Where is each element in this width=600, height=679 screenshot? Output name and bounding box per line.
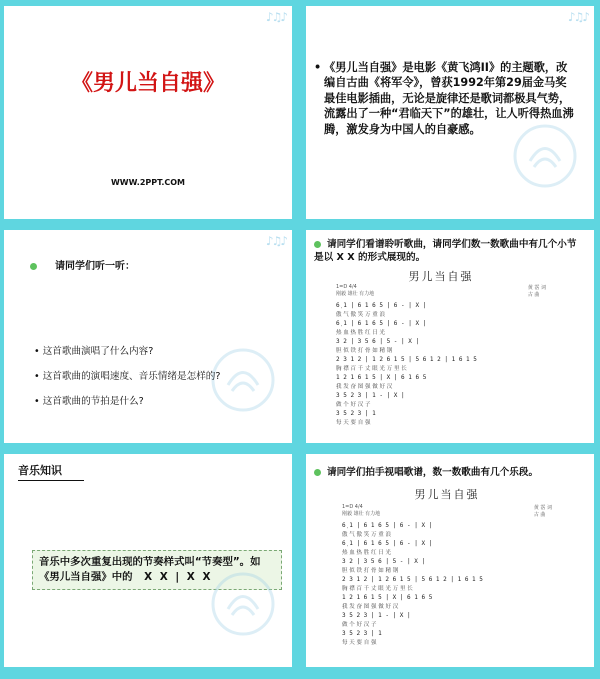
- score-notes: 6̣ 1 | 6 1 6 5 | 6 - | X |: [336, 302, 427, 309]
- score-notes: 3 2 | 3 5 6 | 5 - | X |: [342, 558, 426, 565]
- score-title: 男儿当自强: [408, 270, 474, 283]
- question-1: • 这首歌曲演唱了什么内容?: [34, 346, 154, 357]
- site-url: WWW.2PPT.COM: [110, 178, 186, 187]
- score-lyrics: 每 天 要 自 强: [342, 640, 377, 646]
- score-notes: 3 5 2 3 | 1: [336, 410, 376, 417]
- score-notes: 6̣ 1 | 6 1 6 5 | 6 - | X |: [342, 540, 433, 547]
- score-lyrics: 胆 似 铁 打 骨 如 精 钢: [342, 568, 399, 574]
- score-lyrics: 做 个 好 汉 子: [336, 402, 371, 408]
- instruction: [314, 238, 586, 264]
- score-lyrics: 我 发 奋 图 强 做 好 汉: [336, 384, 393, 390]
- music-notes-icon: ♪♫♪: [265, 234, 286, 248]
- rhythm-pattern: X X | X X: [144, 571, 213, 583]
- rhythm-definition-text: 音乐中多次重复出现的节奏样式叫“节奏型”。如《男儿当自强》中的: [39, 556, 261, 583]
- music-notes-icon: ♪♫♪: [567, 10, 588, 24]
- score-lyrics: 每 天 要 自 强: [336, 420, 371, 426]
- listen-prompt: [30, 257, 135, 272]
- score-lyrics: 做 个 好 汉 子: [342, 622, 377, 628]
- instruction: [314, 464, 586, 478]
- question-3: • 这首歌曲的节拍是什么?: [34, 396, 144, 407]
- score-notes: 1 2 1 6 1 5 | X | 6 1 6 5: [336, 374, 427, 381]
- section-heading: 音乐知识: [18, 462, 84, 481]
- score-lyrics: 胸 襟 百 千 丈 眼 光 万 里 长: [342, 586, 413, 592]
- green-bullet-icon: [30, 263, 37, 270]
- score-lyrics: 我 发 奋 图 强 做 好 汉: [342, 604, 399, 610]
- score-notes: 3 5 2 3 | 1: [342, 630, 382, 637]
- score-lyrics: 热 血 热 胜 红 日 光: [342, 550, 391, 556]
- score-lyrics: 傲 气 傲 笑 万 重 浪: [336, 312, 385, 318]
- score-credit: 黄 霑 词 古 曲: [527, 285, 546, 298]
- slide-3: [4, 230, 292, 443]
- score-notes: 2 3 1 2 | 1 2 6 1 5 | 5 6 1 2 | 1 6 1 5: [336, 356, 477, 363]
- slide-6: [306, 454, 594, 667]
- instruction-text: 请同学们拍手视唱歌谱，数一数歌曲有几个乐段。: [327, 467, 539, 478]
- score-notes: 1 2 1 6 1 5 | X | 6 1 6 5: [342, 594, 433, 601]
- score-notes: 6̣ 1 | 6 1 6 5 | 6 - | X |: [342, 522, 433, 529]
- music-score: [336, 268, 546, 438]
- score-notes: 3 5 2 3 | 1 - | X |: [342, 612, 411, 619]
- score-notes: 3 5 2 3 | 1 - | X |: [336, 392, 405, 399]
- score-lyrics: 胸 襟 百 千 丈 眼 光 万 里 长: [336, 366, 407, 372]
- score-tempo: 刚毅 雄壮 有力地: [336, 291, 375, 297]
- logo-watermark-icon: [208, 569, 278, 639]
- slide-title: 《男儿当自强》: [70, 71, 225, 96]
- score-notes: 6̣ 1 | 6 1 6 5 | 6 - | X |: [336, 320, 427, 327]
- score-key: 1=D 4/4: [336, 284, 357, 290]
- score-lyrics: 傲 气 傲 笑 万 重 浪: [342, 532, 391, 538]
- song-description-text: 《男儿当自强》是电影《黄飞鸿II》的主题歌，改编自古曲《将军令》，曾获1992年第29届金马奖最佳电影插曲，无论是旋律还是歌词都极具气势，流露出了一种“君临天下”的雄壮，让人听得热血沸腾，激发身为中国人的自豪感。: [324, 61, 574, 136]
- bullet-icon: •: [314, 61, 322, 74]
- slide-5: [4, 454, 292, 667]
- score-notes: 2 3 1 2 | 1 2 6 1 5 | 5 6 1 2 | 1 6 1 5: [342, 576, 483, 583]
- score-tempo: 刚毅 雄壮 有力地: [342, 511, 381, 517]
- slide-4: [306, 230, 594, 443]
- question-text: 这首歌曲的节拍是什么?: [42, 396, 144, 407]
- question-text: 这首歌曲的演唱速度、音乐情绪是怎样的?: [42, 371, 221, 382]
- green-bullet-icon: [314, 241, 321, 248]
- question-text: 这首歌曲演唱了什么内容?: [42, 346, 154, 357]
- listen-prompt-text: 请同学们听一听：: [55, 261, 135, 272]
- song-description: [314, 60, 574, 137]
- green-bullet-icon: [314, 469, 321, 476]
- score-lyrics: 热 血 热 胜 红 日 光: [336, 330, 385, 336]
- instruction-text: 请同学们看谱聆听歌曲，请同学们数一数歌曲中有几个小节是以 X X 的形式展现的。: [314, 239, 577, 263]
- score-credit: 黄 霑 词 古 曲: [533, 505, 552, 518]
- score-key: 1=D 4/4: [342, 504, 363, 510]
- slide-2: [306, 6, 594, 219]
- music-notes-icon: ♪♫♪: [265, 10, 286, 24]
- score-notes: 3 2 | 3 5 6 | 5 - | X |: [336, 338, 420, 345]
- question-2: • 这首歌曲的演唱速度、音乐情绪是怎样的?: [34, 371, 221, 382]
- score-title: 男儿当自强: [414, 488, 480, 501]
- score-lyrics: 胆 似 铁 打 骨 如 精 钢: [336, 348, 393, 354]
- music-score: [342, 486, 552, 666]
- slide-1: [4, 6, 292, 219]
